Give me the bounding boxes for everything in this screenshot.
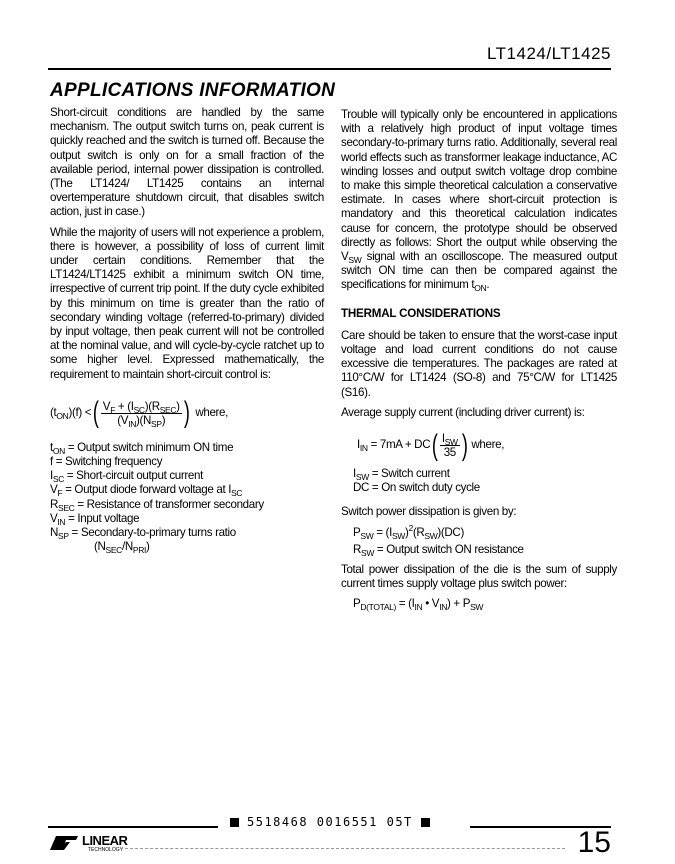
switch-power-formula: $P_{SW} = (I_{SW})^2(R_{SW})(DC)$ [353, 522, 464, 541]
short-circuit-formula: $(t_{ON})(f)$ < ( $\frac{V_F + (I_{SC})(R_{SEC})}{(V_{IN})(N_{SP})}$ ) where, [50, 396, 229, 430]
header-rule [48, 68, 611, 70]
definition-nsp-ratio: $(N_{SEC}/N_{PRI})$ [94, 540, 150, 556]
definition-rsec: $R_{SEC}$ = Resistance of transformer secondary [50, 497, 264, 513]
right-paragraph-1: Trouble will typically only be encountered in applications with a relatively high product of input voltage times secondary-to-primary turns ratio. Additionally, several real world effects such as transformer leakage inductance, AC winding losses and output switch voltage drop combine to make this simple theoretical calculation a conservative estimate. In cases where short-circuit protection is mandatory and this theoretical calculation indicates cause for concern, the prototype should be observed directly as follows: Short the output while observing the $V_{SW}$ signal with an oscilloscope. The measured output switch ON time can then be compared against the specifications for minimum $t_{ON}$. [341, 108, 618, 294]
isw-fraction: $\frac{I_{SW}}{35}$ [441, 432, 458, 460]
definition-vin: $V_{IN}$ = Input voltage [50, 511, 140, 527]
right-column [341, 108, 617, 612]
left-paragraph-1: Short-circuit conditions are handled by the same mechanism. The output switch turns on, peak current is quickly reached and the switch is turned off. Because the output switch is only on for a small fraction of the available period, internal power dissipation is controlled. (The LT1424/ LT1425 contains an internal overtemperature shutdown circuit, that disables switch action, just in case.) [50, 106, 324, 219]
right-paragraph-2: Care should be taken to ensure that the worst-case input voltage and load current conditions do not cause excessive die temperatures. The packages are rated at 110°C/W for LT1424 (SO-8) and 75°C/W for LT1425 (S16). [341, 328, 617, 399]
definition-isw: $I_{SW}$ = Switch current [353, 467, 450, 483]
left-paragraph-2: While the majority of users will not experience a problem, there is however, a possibility of loss of current limit under certain conditions. Remember that the LT1424/LT1425 exhibit a minimum switch ON time, irrespective of current trip point. If the duty cycle exhibited by this minimum on time is greater than the ratio of secondary winding voltage (referred-to-primary) divided by input voltage, then peak current will not be controlled at the nominal value, and will cycle-by-cycle ratchet up to some higher level. Expressed mathematically, the requirement to maintain short-circuit control is: [50, 225, 324, 381]
definition-ton: $t_{ON}$ = Output switch minimum ON time [50, 440, 234, 456]
square-bullet-icon [421, 818, 430, 827]
footer-code: 5518468 0016551 05T [230, 815, 430, 829]
logo-wordmark: LINEAR [82, 833, 128, 848]
definition-nsp: $N_{SP}$ = Secondary-to-primary turns ratio [50, 526, 236, 542]
definition-f: f = Switching frequency [50, 455, 163, 469]
formula-fraction: $\frac{V_F + (I_{SC})(R_{SEC})}{(V_{IN})(N_{SP})}$ [102, 399, 180, 429]
page-number: 15 [577, 826, 611, 859]
right-paragraph-3: Average supply current (including driver current) is: [341, 405, 585, 419]
bottom-dotted-line [120, 848, 565, 849]
footer-rule-left [48, 826, 218, 828]
document-header-title: LT1424/LT1425 [486, 44, 611, 63]
total-power-formula: $P_{D(TOTAL)} = (I_{IN}$ • $V_{IN}) + P_{SW}$ [353, 597, 484, 613]
section-title: APPLICATIONS INFORMATION [50, 80, 336, 101]
definition-dc: DC = On switch duty cycle [353, 481, 480, 495]
right-paragraph-5: Total power dissipation of the die is the sum of supply current times supply voltage plus switch power: [341, 563, 617, 591]
logo-subtext: TECHNOLOGY [88, 847, 124, 852]
right-paragraph-4: Switch power dissipation is given by: [341, 505, 517, 519]
variable-definitions [50, 441, 324, 555]
left-column [50, 106, 324, 554]
definition-rsw: $R_{SW}$ = Output switch ON resistance [353, 542, 524, 558]
supply-current-formula: $I_{IN} = 7mA$ + DC ( $\frac{I_{SW}}{35}$ ) where, [357, 428, 505, 462]
definition-isc: $I_{SC}$ = Short-circuit output current [50, 469, 203, 485]
definition-vf: $V_F$ = Output diode forward voltage at $I_{SC}$ [50, 483, 243, 499]
thermal-considerations-heading: THERMAL CONSIDERATIONS [341, 306, 501, 320]
square-bullet-icon [230, 818, 239, 827]
